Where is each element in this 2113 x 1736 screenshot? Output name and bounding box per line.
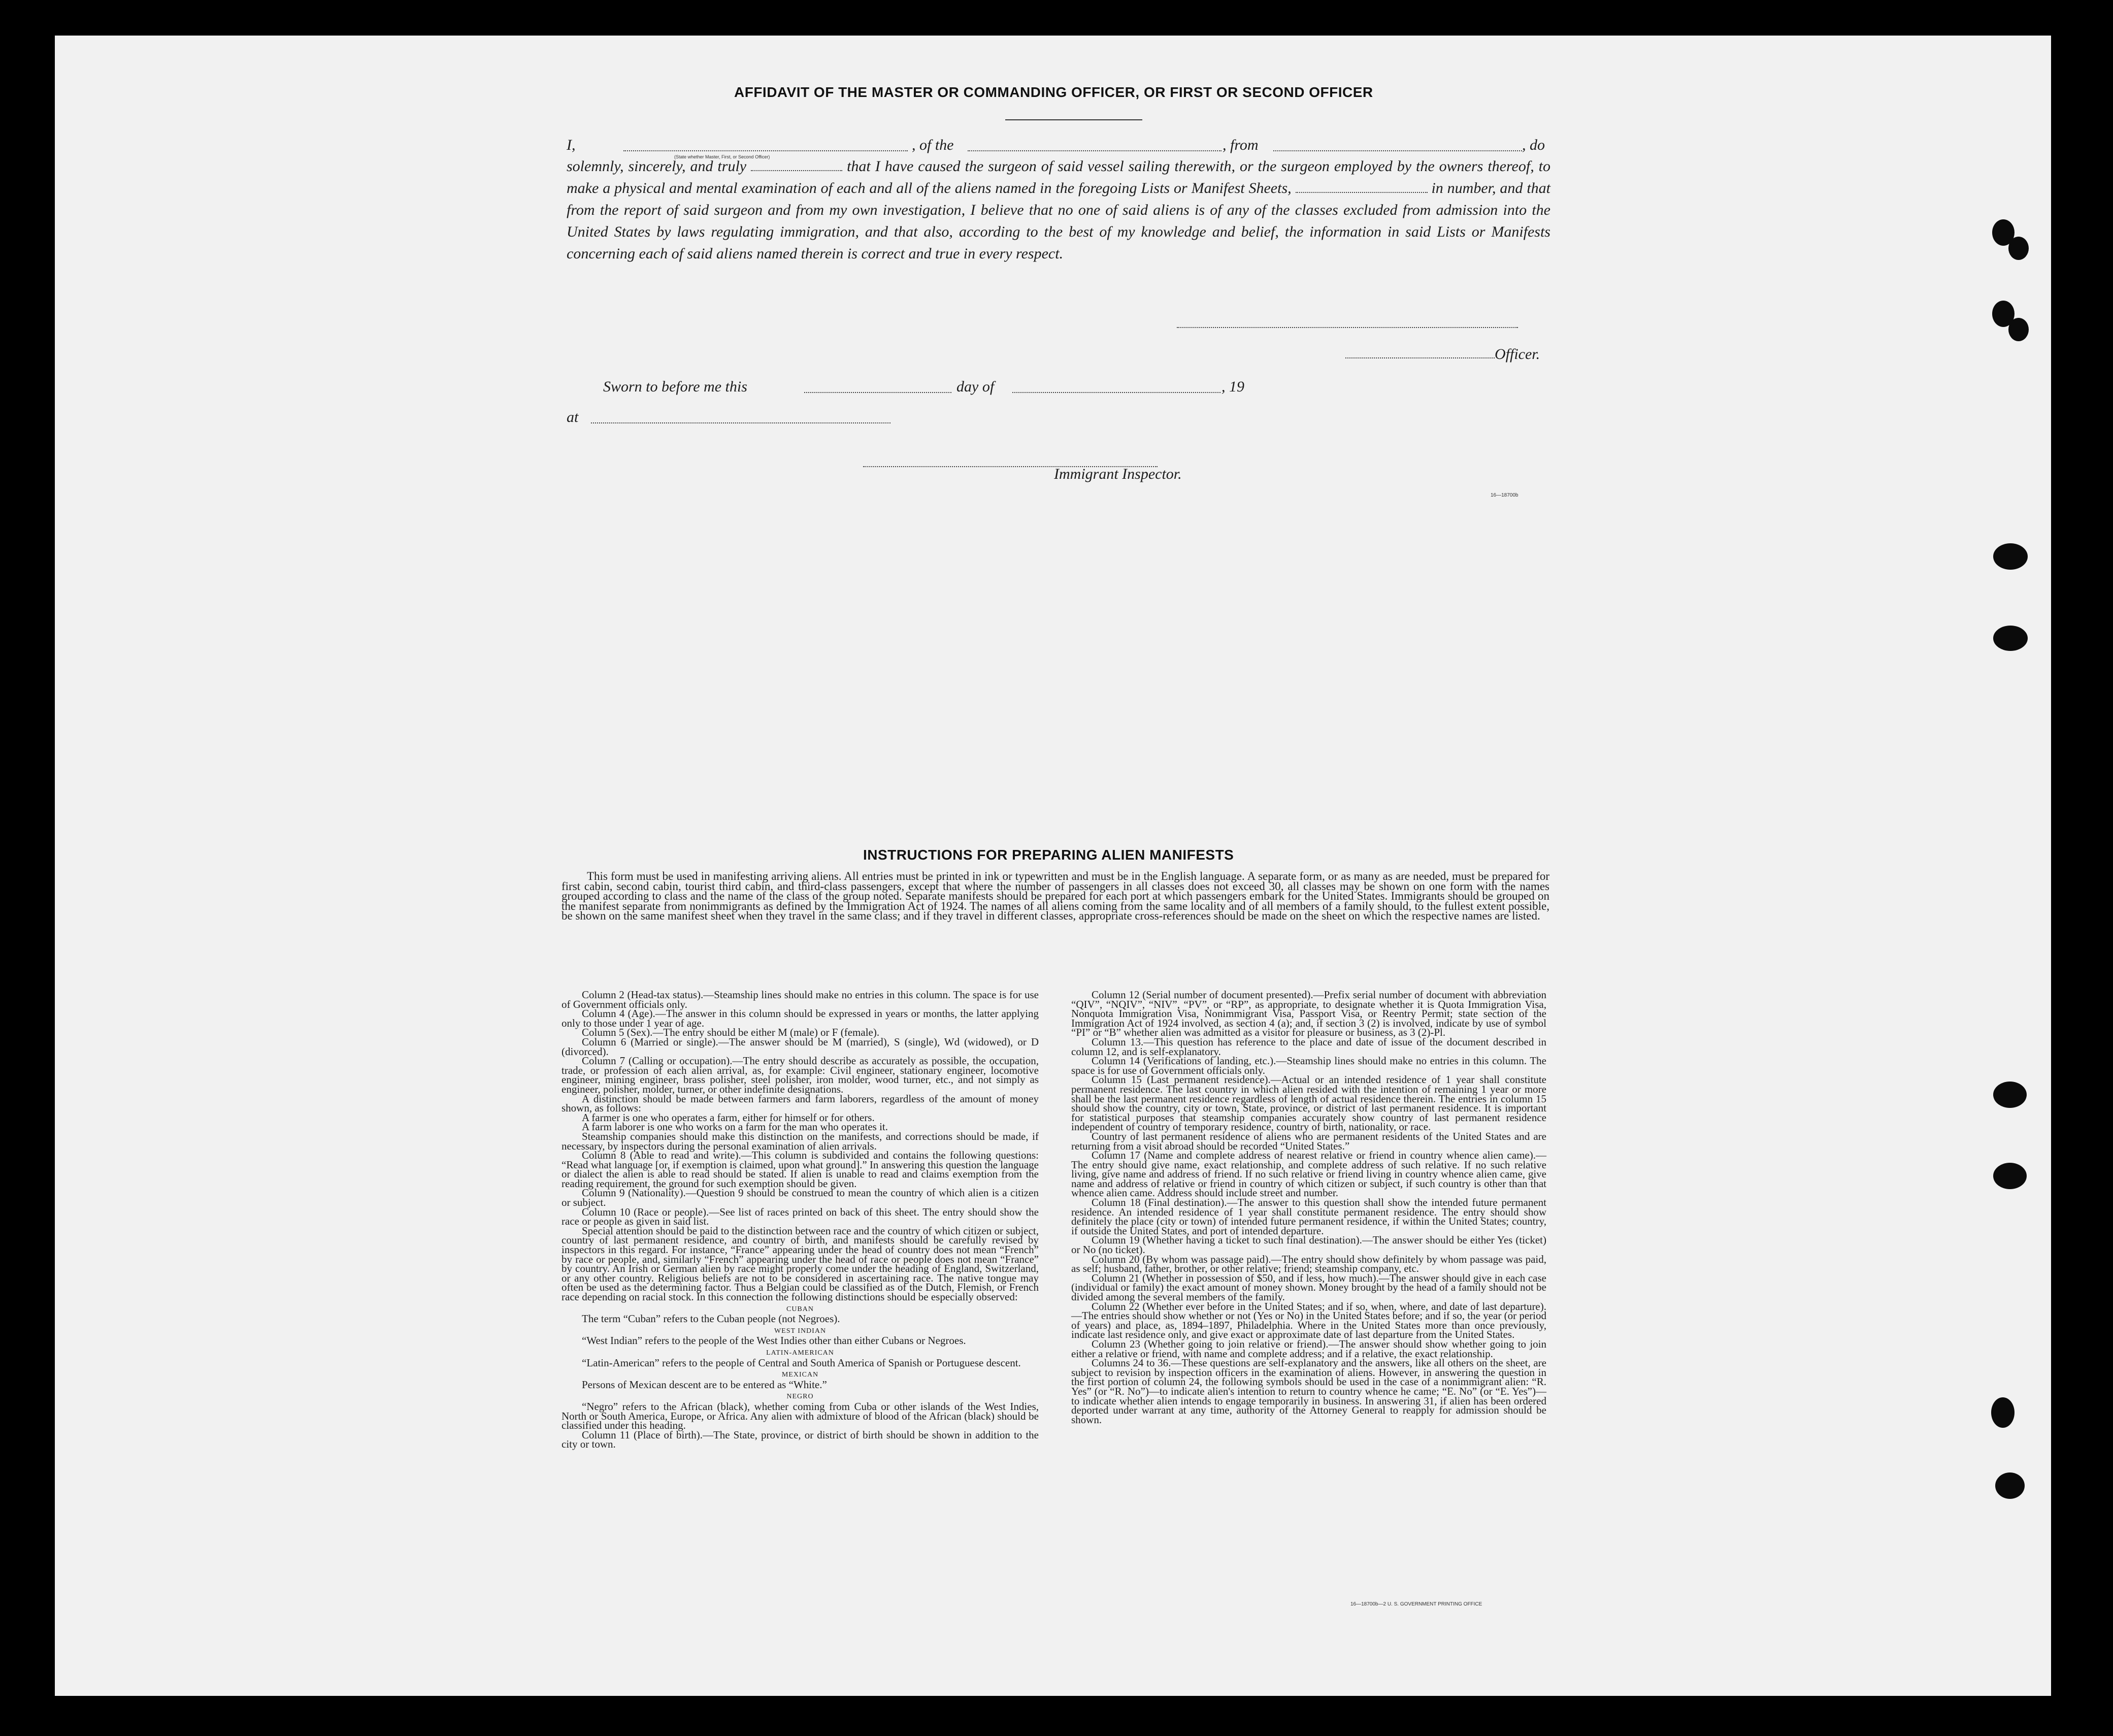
left-para: Column 7 (Calling or occupation).—The entry should describe as accurately as possible, the occupation, trade, or profession of each alien arrival, as, for example: Civil engineer, stationary engineer, locomotive engineer, mining engineer, brass polisher, steel polisher, iron molder, wood turner, etc., and not simply as engineer, polisher, molder, turner, or other indefinite designations. xyxy=(562,1055,1039,1095)
left-para: Column 4 (Age).—The answer in this column should be expressed in years or months, the latter applying only to those under 1 year of age. xyxy=(562,1007,1039,1029)
signature-line-1 xyxy=(1177,327,1518,328)
binder-hole xyxy=(1993,626,2028,651)
affidavit-i: I, xyxy=(567,137,576,153)
latin-american-text: “Latin-American” refers to the people of Central and South America of Spanish or Portuguese descent. xyxy=(582,1356,1021,1369)
right-para: Column 17 (Name and complete address of nearest relative or friend in country whence alien came).—The entry should give name, exact relationship, and complete address of such relative. If no such relative living, give name and address of friend. If no such relative or friend living in country whence alien came, give name and address of relative or friend in country of which citizen or subject, if such country is other than that whence alien came. Address should include street and number. xyxy=(1071,1149,1546,1199)
affidavit-from: , from xyxy=(1223,137,1259,153)
negro-text: “Negro” refers to the African (black), whether coming from Cuba or other islands of the West Indies, North or South America, Europe, or Africa. Any alien with admixture of blood of the African (black) should be classified under this heading. xyxy=(562,1400,1039,1432)
at-place-line xyxy=(591,422,890,423)
left-para: Column 2 (Head-tax status).—Steamship lines should make no entries in this column. The space is for use of Government officials only. xyxy=(562,989,1039,1010)
left-para: Column 9 (Nationality).—Question 9 should be construed to mean the country of which alien is a citizen or subject. xyxy=(562,1187,1039,1209)
right-para: Column 21 (Whether in possession of $50, and if less, how much).—The answer should give in each case (individual or family) the exact amount of money shown. Money brought by the head of a family should not be divided among the several members of the family. xyxy=(1071,1271,1546,1303)
affidavit-part-c: in number, and that from the report of said surgeon and from my own investigation, I believe that no one of said aliens is of any of the classes excluded from admission into the United States by laws regulating immigration, and that also, according to the best of my knowledge and belief, the information in said Lists or Manifests concerning each of said aliens named therein is correct and true in every respect. xyxy=(567,180,1550,262)
left-para: Column 5 (Sex).—The entry should be either M (male) or F (female). xyxy=(582,1026,880,1039)
right-para: Column 12 (Serial number of document presented).—Prefix serial number of document with abbreviation “QIV”, “NQIV”, “NIV”, “PV”, or “RP”, as appropriate, to designate whether it is Quota Immigration Visa, Nonquota Immigration Visa, Nonimmigrant Visa, Passport Visa, or Reentry Permit; state section of the Immigration Act of 1924 involved, as section 4 (a); and, if section 3 (2) is involved, indicate by use of symbol “PI” or “B” whether alien was admitted as a visitor for pleasure or business, as 3 (2)-Pl. xyxy=(1071,989,1546,1039)
paper-sheet xyxy=(55,36,2051,1696)
officer-label: Officer. xyxy=(1495,346,1540,363)
sworn-day-line xyxy=(804,392,951,393)
right-para: Column 22 (Whether ever before in the United States; and if so, when, where, and date of last departure).—The entries should show whether or not (Yes or No) in the United States before; and if so, the year (or period of years) and place, as, 1894–1897, Philadelphia. Where in the United States more than once previously, indicate last residence only, and give exact or approximate date of last departure from the United States. xyxy=(1071,1300,1546,1341)
form-code: 16—18700b xyxy=(1491,493,1518,498)
port-line xyxy=(1273,150,1522,151)
affidavit-part-b: that I have caused the surgeon of said vessel sailing therewith, or the surgeon employed by the owners thereof, to make a physical and mental examination of each and all of the aliens named in the foregoing Lists or Manifest Sheets, xyxy=(567,158,1551,196)
affidavit-part-a: solemnly, sincerely, and truly xyxy=(567,158,747,175)
right-para: Column 15 (Last permanent residence).—Actual or an intended residence of 1 year shall constitute permanent residence. The last country in which alien resided with the intention of remaining 1 year or more shall be the last permanent residence regardless of length of actual residence therein. The entries in column 15 should show the country, city or town, State, province, or district of last permanent residence. It is important for statistical purposes that steamship companies accurately show country of last permanent residence independent of country of temporary residence, country of birth, nationality, or race. xyxy=(1071,1073,1546,1133)
left-para: Column 6 (Married or single).—The answer should be M (married), S (single), Wd (widowed), or D (divorced). xyxy=(562,1035,1039,1058)
binder-hole xyxy=(1993,1082,2027,1108)
mexican-heading: MEXICAN xyxy=(781,1371,819,1379)
left-para: A farmer is one who operates a farm, either for himself or for others. xyxy=(582,1111,875,1124)
cuban-heading: CUBAN xyxy=(786,1305,814,1313)
left-para: A farm laborer is one who works on a farm for the man who operates it. xyxy=(582,1121,888,1133)
west-indian-text: “West Indian” refers to the people of the West Indies other than either Cubans or Negroes. xyxy=(582,1334,966,1347)
binder-hole xyxy=(2008,237,2029,260)
signature-line-2 xyxy=(1345,357,1495,358)
negro-heading: NEGRO xyxy=(786,1393,814,1401)
right-para: Column 18 (Final destination).—The answer to this question shall show the intended future permanent residence. An intended residence of 1 year shall constitute permanent residence. The entry should show definitely the place (city or town) of intended future permanent residence, if within the United States; country, if outside the United States, and port of intended departure. xyxy=(1071,1196,1546,1237)
affidavit-body xyxy=(567,155,1550,265)
binder-hole xyxy=(1993,543,2028,570)
instructions-right-column xyxy=(1071,990,1546,1424)
sworn-label: Sworn to before me this xyxy=(603,378,747,395)
year-label: , 19 xyxy=(1221,378,1244,395)
affidavit-of-the: , of the xyxy=(912,137,954,153)
right-para: Column 13.—This question has reference to the place and date of issue of the document described in column 12, and is self-explanatory. xyxy=(1071,1035,1546,1058)
left-para: Steamship companies should make this distinction on the manifests, and corrections should be made, if necessary, by inspectors during the personal examination of alien arrivals. xyxy=(562,1130,1039,1152)
right-para: Column 20 (By whom was passage paid).—The entry should show definitely by whom passage was paid, as self; husband, father, brother, or other relative; friend; steamship company, etc. xyxy=(1071,1253,1546,1275)
right-para: Columns 24 to 36.—These questions are self-explanatory and the answers, like all others on the sheet, are subject to revision by inspection officers in the examination of aliens. However, in answering the question in the first portion of column 24, the following symbols should be used in the case of a nonimmigrant alien: “R. Yes” (or “R. No”)—to indicate alien's intention to return to country whence he came; “E. No” (or “E. Yes”)—to indicate whether alien intends to engage temporarily in business. In answering 31, if alien has been ordered deported under warrant at any time, authority of the Attorney General to reapply for admission should be shown. xyxy=(1071,1357,1546,1426)
left-para: Column 8 (Able to read and write).—This column is subdivided and contains the following questions: “Read what language [or, if exemption is claimed, upon what ground].” In answering this question the language or dialect the alien is able to read should be stated. If alien is unable to read and claims exemption from the reading requirement, the ground for such exemption should be given. xyxy=(562,1149,1039,1190)
footer-printing-code: 16—18700b—2 U. S. GOVERNMENT PRINTING OFFICE xyxy=(1350,1601,1482,1607)
west-indian-heading: WEST INDIAN xyxy=(774,1327,827,1335)
latin-american-heading: LATIN-AMERICAN xyxy=(766,1349,834,1357)
vessel-line xyxy=(968,150,1221,151)
binder-hole xyxy=(2008,318,2029,341)
right-para: Column 23 (Whether going to join relative or friend).—The answer should show whether going to join either a relative or friend, with name and complete address; and if a relative, the exact relationship. xyxy=(1071,1337,1546,1360)
affidavit-do: , do xyxy=(1522,137,1545,153)
column-11-text: Column 11 (Place of birth).—The State, province, or district of birth should be shown in addition to the city or town. xyxy=(562,1428,1039,1451)
binder-hole xyxy=(1993,1163,2027,1189)
affidavit-title: AFFIDAVIT OF THE MASTER OR COMMANDING OFFICER, OR FIRST OR SECOND OFFICER xyxy=(734,84,1373,100)
mexican-text: Persons of Mexican descent are to be entered as “White.” xyxy=(582,1378,827,1391)
sheet-count-blank xyxy=(1296,192,1428,193)
cuban-text: The term “Cuban” refers to the Cuban people (not Negroes). xyxy=(582,1313,840,1325)
left-para: Special attention should be paid to the distinction between race and the country of which citizen or subject, country of last permanent residence, and country of birth, and manifests should be carefully revised by inspectors in this regard. For instance, “France” appearing under the head of country does not mean “French” by race or people, and, similarly “French” appearing under the head of race or people does not mean “France” by country. An Irish or German alien by race might properly come under the heading of England, Switzerland, or any other country. Religious beliefs are not to be considered in ascertaining race. The native tongue may often be used as the determining factor. Thus a Belgian could be classified as of the Dutch, Flemish, or French race depending on racial stock. In this connection the following distinctions should be especially observed: xyxy=(562,1224,1039,1303)
binder-hole xyxy=(1991,1397,2015,1428)
left-para: A distinction should be made between farmers and farm laborers, regardless of the amount of money shown, as follows: xyxy=(562,1092,1039,1115)
instructions-title: INSTRUCTIONS FOR PREPARING ALIEN MANIFESTS xyxy=(863,847,1234,863)
sworn-month-line xyxy=(1012,392,1220,393)
title-underline xyxy=(1005,119,1142,120)
binder-hole xyxy=(1995,1472,2025,1499)
right-para: Column 14 (Verifications of landing, etc.).—Steamship lines should make no entries in this column. The space is for use of Government officials only. xyxy=(1071,1055,1546,1076)
right-para: Column 19 (Whether having a ticket to such final destination).—The answer should be either Yes (ticket) or No (no ticket). xyxy=(1071,1234,1546,1256)
day-of-label: day of xyxy=(956,378,995,395)
at-label: at xyxy=(567,409,579,425)
instructions-left-column xyxy=(562,990,1039,1449)
officer-rank-note: (State whether Master, First, or Second Officer) xyxy=(674,154,770,159)
intro-paragraph: This form must be used in manifesting arriving aliens. All entries must be printed in ink or typewritten and must be in the English language. A separate form, or as many as are needed, must be prepared for first cabin, second cabin, tourist third cabin, and third-class passengers, except that where the number of passengers in all classes does not exceed 30, all classes may be shown on one form with the names grouped according to class and the name of the class of the group noted. Separate manifests should be prepared for each port at which passengers embark for the United States. Immigrants should be grouped on the manifest separate from nonimmigrants as defined by the Immigration Act of 1924. The names of all aliens coming from the same locality and of all members of a family should, to the fullest extent possible, be shown on the same manifest sheet when they travel in the same class; and if they travel in different classes, appropriate cross-references should be made on the sheet on which the respective names are listed. xyxy=(562,870,1549,922)
instructions-intro xyxy=(562,871,1549,921)
inspector-label: Immigrant Inspector. xyxy=(1054,466,1182,482)
right-para: Country of last permanent residence of aliens who are permanent residents of the United States and are returning from a visit abroad should be recorded “United States.” xyxy=(1071,1130,1546,1152)
left-para: Column 10 (Race or people).—See list of races printed on back of this sheet. The entry should show the race or people as given in said list. xyxy=(562,1205,1039,1228)
officer-name-line xyxy=(623,150,908,151)
truly-blank xyxy=(751,170,842,171)
